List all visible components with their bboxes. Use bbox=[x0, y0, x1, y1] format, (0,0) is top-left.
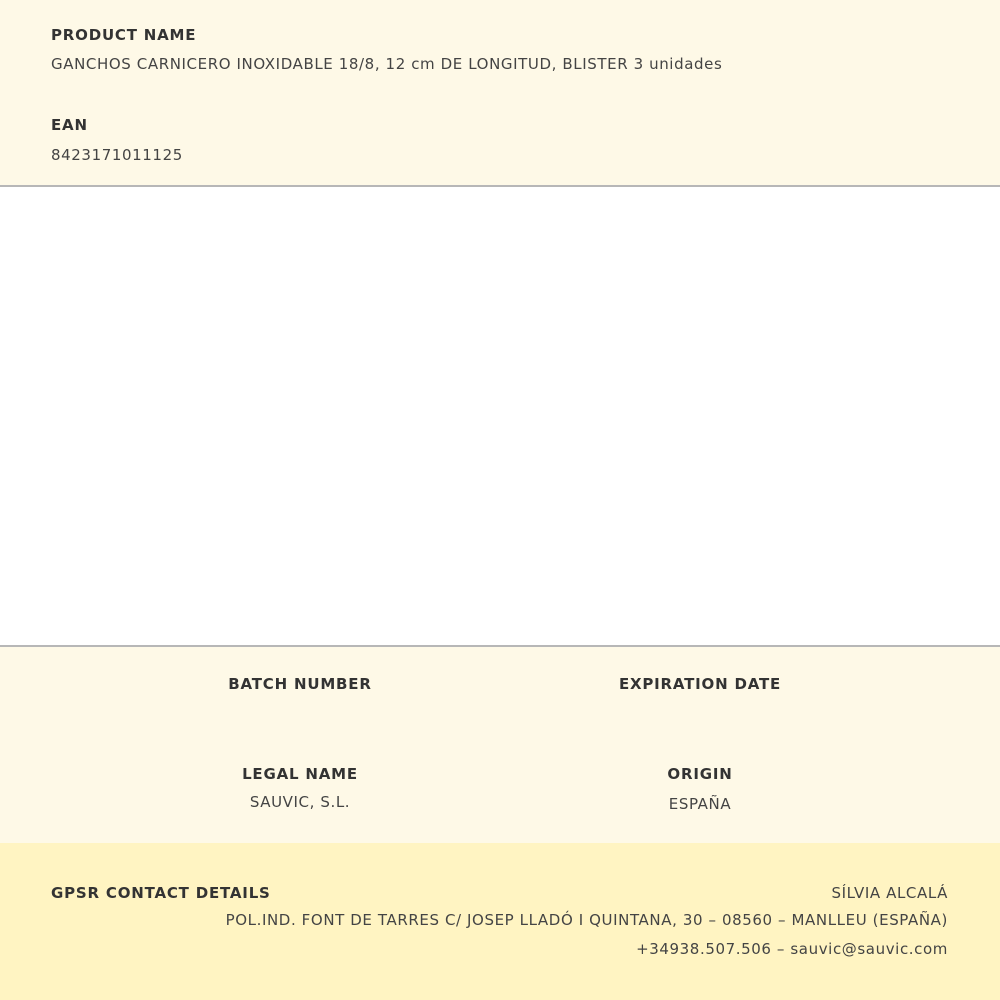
origin-value: ESPAÑA bbox=[668, 795, 732, 813]
expiration-date-label: EXPIRATION DATE bbox=[618, 675, 782, 693]
origin-label: ORIGIN bbox=[667, 765, 733, 783]
batch-number-label: BATCH NUMBER bbox=[228, 675, 372, 693]
contact-phone-email: +34938.507.506 – sauvic@sauvic.com bbox=[636, 940, 948, 958]
product-name-label: PRODUCT NAME bbox=[51, 26, 197, 44]
product-info-section bbox=[0, 0, 1000, 187]
ean-label: EAN bbox=[51, 116, 88, 134]
legal-name-value: SAUVIC, S.L. bbox=[249, 793, 351, 811]
contact-name: SÍLVIA ALCALÁ bbox=[831, 884, 948, 902]
gpsr-contact-section bbox=[0, 843, 1000, 1000]
ean-value: 8423171011125 bbox=[51, 146, 183, 164]
legal-name-label: LEGAL NAME bbox=[242, 765, 358, 783]
product-details-section bbox=[0, 645, 1000, 845]
product-name-value: GANCHOS CARNICERO INOXIDABLE 18/8, 12 cm DE LONGITUD, BLISTER 3 unidades bbox=[51, 55, 723, 73]
contact-address: POL.IND. FONT DE TARRES C/ JOSEP LLADÓ I QUINTANA, 30 – 08560 – MANLLEU (ESPAÑA) bbox=[225, 911, 948, 929]
gpsr-contact-label: GPSR CONTACT DETAILS bbox=[51, 884, 271, 902]
